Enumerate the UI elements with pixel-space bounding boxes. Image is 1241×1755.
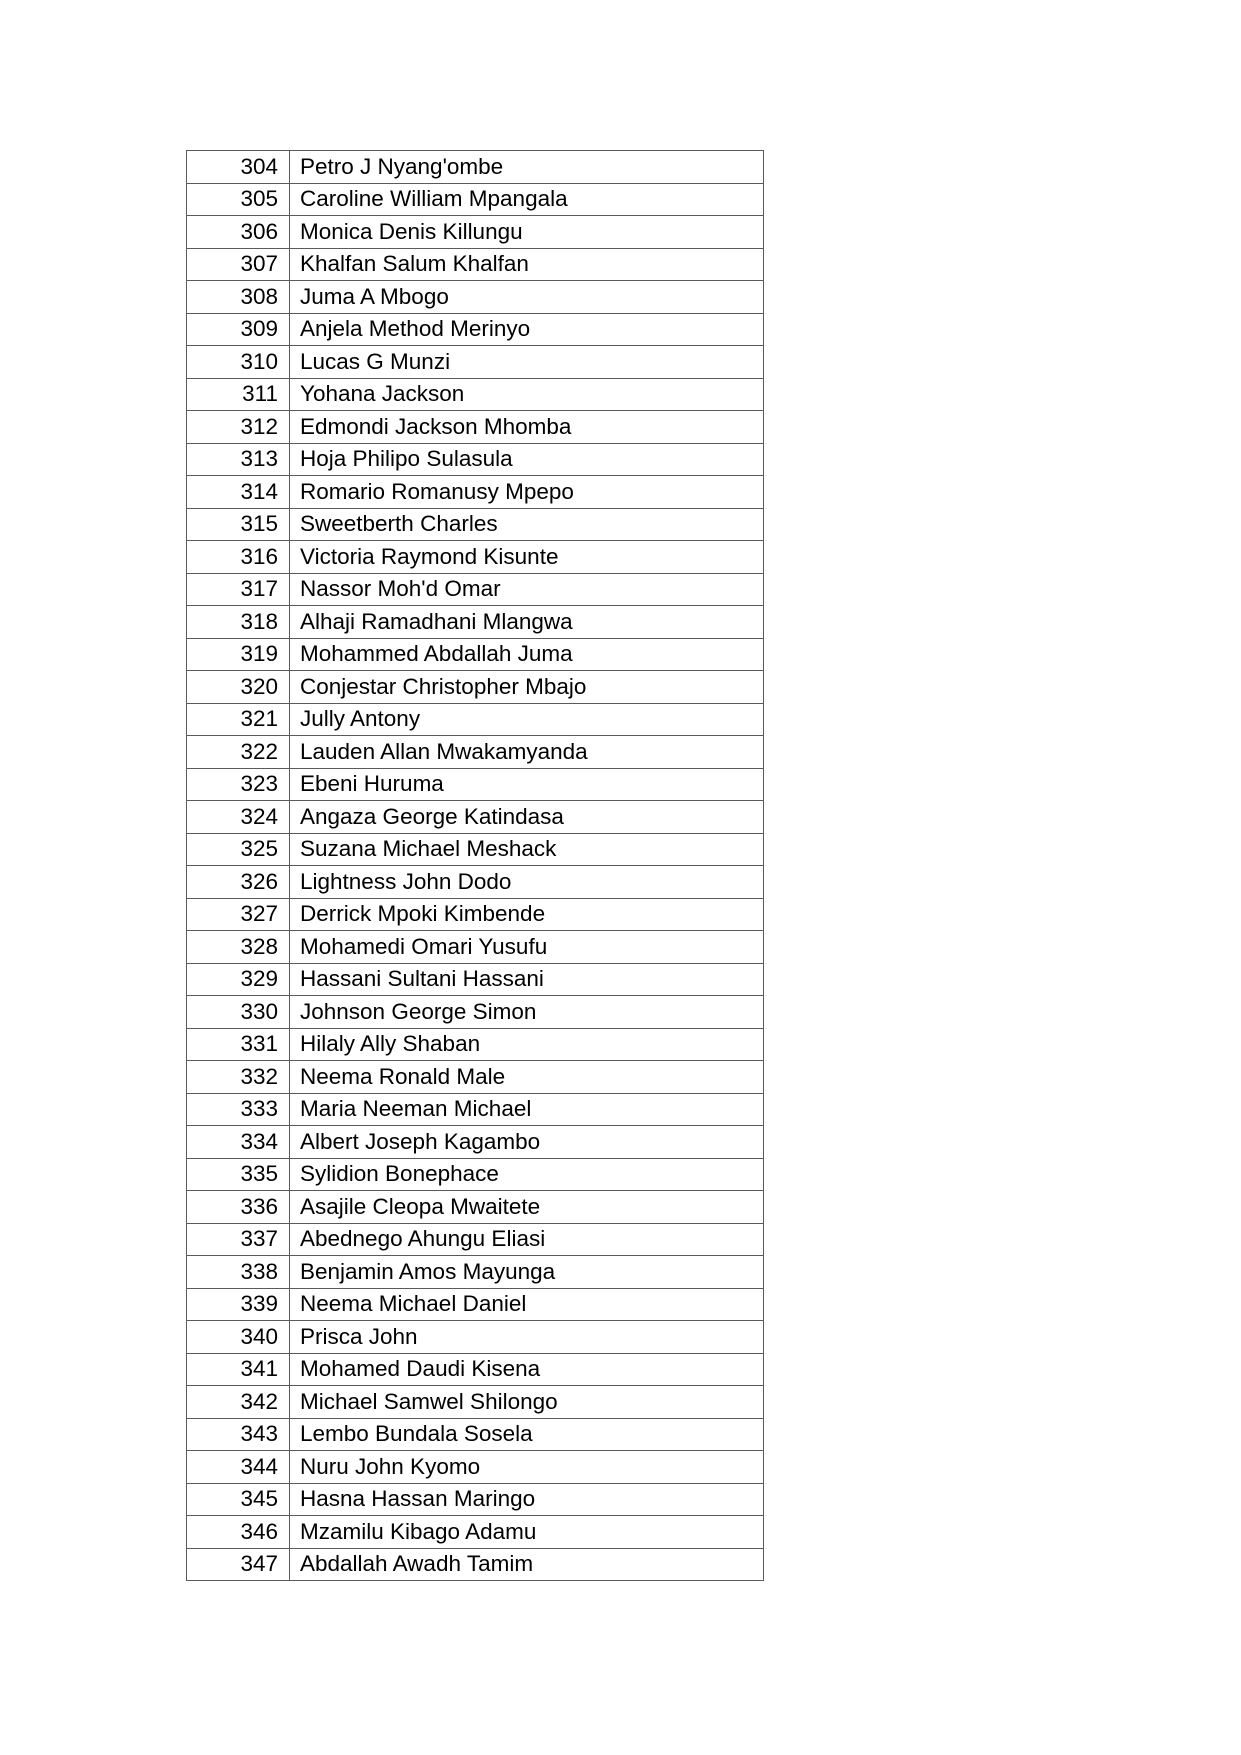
row-number: 342: [187, 1386, 290, 1419]
person-name: Nuru John Kyomo: [290, 1451, 764, 1484]
table-row: [187, 1353, 764, 1386]
person-name: Petro J Nyang'ombe: [290, 151, 764, 184]
row-number: 315: [187, 508, 290, 541]
table-row: [187, 1126, 764, 1159]
row-number: 334: [187, 1126, 290, 1159]
person-name: Asajile Cleopa Mwaitete: [290, 1191, 764, 1224]
person-name: Neema Michael Daniel: [290, 1288, 764, 1321]
row-number: 318: [187, 606, 290, 639]
table-row: [187, 768, 764, 801]
table-row: [187, 638, 764, 671]
table-row: [187, 1191, 764, 1224]
table-row: [187, 736, 764, 769]
row-number: 330: [187, 996, 290, 1029]
person-name: Sylidion Bonephace: [290, 1158, 764, 1191]
person-name: Benjamin Amos Mayunga: [290, 1256, 764, 1289]
row-number: 341: [187, 1353, 290, 1386]
table-row: [187, 801, 764, 834]
row-number: 340: [187, 1321, 290, 1354]
row-number: 319: [187, 638, 290, 671]
row-number: 328: [187, 931, 290, 964]
table-row: [187, 281, 764, 314]
table-row: [187, 1483, 764, 1516]
table-row: [187, 248, 764, 281]
person-name: Derrick Mpoki Kimbende: [290, 898, 764, 931]
person-name: Khalfan Salum Khalfan: [290, 248, 764, 281]
table-row: [187, 313, 764, 346]
row-number: 333: [187, 1093, 290, 1126]
row-number: 343: [187, 1418, 290, 1451]
table-row: [187, 1548, 764, 1581]
row-number: 332: [187, 1061, 290, 1094]
row-number: 307: [187, 248, 290, 281]
row-number: 314: [187, 476, 290, 509]
table-row: [187, 833, 764, 866]
table-row: [187, 703, 764, 736]
person-name: Mohamed Daudi Kisena: [290, 1353, 764, 1386]
person-name: Caroline William Mpangala: [290, 183, 764, 216]
row-number: 335: [187, 1158, 290, 1191]
row-number: 339: [187, 1288, 290, 1321]
person-name: Alhaji Ramadhani Mlangwa: [290, 606, 764, 639]
person-name: Sweetberth Charles: [290, 508, 764, 541]
row-number: 324: [187, 801, 290, 834]
person-name: Lauden Allan Mwakamyanda: [290, 736, 764, 769]
person-name: Angaza George Katindasa: [290, 801, 764, 834]
row-number: 306: [187, 216, 290, 249]
table-row: [187, 1256, 764, 1289]
table-row: [187, 151, 764, 184]
row-number: 326: [187, 866, 290, 899]
table-row: [187, 1288, 764, 1321]
table-row: [187, 443, 764, 476]
table-row: [187, 1158, 764, 1191]
row-number: 305: [187, 183, 290, 216]
row-number: 321: [187, 703, 290, 736]
table-row: [187, 346, 764, 379]
table-row: [187, 1061, 764, 1094]
person-name: Mohammed Abdallah Juma: [290, 638, 764, 671]
table-row: [187, 898, 764, 931]
person-name: Neema Ronald Male: [290, 1061, 764, 1094]
row-number: 346: [187, 1516, 290, 1549]
row-number: 322: [187, 736, 290, 769]
person-name: Mzamilu Kibago Adamu: [290, 1516, 764, 1549]
name-list-body: [187, 151, 764, 1581]
row-number: 344: [187, 1451, 290, 1484]
row-number: 327: [187, 898, 290, 931]
person-name: Abednego Ahungu Eliasi: [290, 1223, 764, 1256]
person-name: Monica Denis Killungu: [290, 216, 764, 249]
table-row: [187, 1321, 764, 1354]
person-name: Albert Joseph Kagambo: [290, 1126, 764, 1159]
person-name: Hoja Philipo Sulasula: [290, 443, 764, 476]
person-name: Prisca John: [290, 1321, 764, 1354]
row-number: 320: [187, 671, 290, 704]
row-number: 331: [187, 1028, 290, 1061]
table-row: [187, 411, 764, 444]
table-row: [187, 573, 764, 606]
person-name: Conjestar Christopher Mbajo: [290, 671, 764, 704]
table-row: [187, 1223, 764, 1256]
row-number: 347: [187, 1548, 290, 1581]
table-row: [187, 1093, 764, 1126]
person-name: Edmondi Jackson Mhomba: [290, 411, 764, 444]
row-number: 311: [187, 378, 290, 411]
person-name: Nassor Moh'd Omar: [290, 573, 764, 606]
row-number: 310: [187, 346, 290, 379]
person-name: Michael Samwel Shilongo: [290, 1386, 764, 1419]
person-name: Anjela Method Merinyo: [290, 313, 764, 346]
row-number: 325: [187, 833, 290, 866]
person-name: Lucas G Munzi: [290, 346, 764, 379]
row-number: 312: [187, 411, 290, 444]
person-name: Maria Neeman Michael: [290, 1093, 764, 1126]
person-name: Mohamedi Omari Yusufu: [290, 931, 764, 964]
row-number: 317: [187, 573, 290, 606]
table-row: [187, 508, 764, 541]
person-name: Johnson George Simon: [290, 996, 764, 1029]
table-row: [187, 476, 764, 509]
person-name: Yohana Jackson: [290, 378, 764, 411]
person-name: Ebeni Huruma: [290, 768, 764, 801]
person-name: Abdallah Awadh Tamim: [290, 1548, 764, 1581]
table-row: [187, 606, 764, 639]
person-name: Lightness John Dodo: [290, 866, 764, 899]
table-row: [187, 183, 764, 216]
table-row: [187, 996, 764, 1029]
row-number: 345: [187, 1483, 290, 1516]
table-row: [187, 1418, 764, 1451]
row-number: 316: [187, 541, 290, 574]
person-name: Juma A Mbogo: [290, 281, 764, 314]
person-name: Hasna Hassan Maringo: [290, 1483, 764, 1516]
row-number: 309: [187, 313, 290, 346]
row-number: 336: [187, 1191, 290, 1224]
row-number: 323: [187, 768, 290, 801]
table-row: [187, 541, 764, 574]
table-row: [187, 671, 764, 704]
table-row: [187, 1516, 764, 1549]
row-number: 304: [187, 151, 290, 184]
person-name: Suzana Michael Meshack: [290, 833, 764, 866]
table-row: [187, 963, 764, 996]
table-row: [187, 1386, 764, 1419]
table-row: [187, 1451, 764, 1484]
row-number: 329: [187, 963, 290, 996]
table-row: [187, 866, 764, 899]
table-row: [187, 931, 764, 964]
person-name: Jully Antony: [290, 703, 764, 736]
person-name: Romario Romanusy Mpepo: [290, 476, 764, 509]
row-number: 337: [187, 1223, 290, 1256]
table-row: [187, 1028, 764, 1061]
person-name: Lembo Bundala Sosela: [290, 1418, 764, 1451]
row-number: 308: [187, 281, 290, 314]
name-list-table: [186, 150, 764, 1581]
row-number: 338: [187, 1256, 290, 1289]
person-name: Hilaly Ally Shaban: [290, 1028, 764, 1061]
table-row: [187, 216, 764, 249]
row-number: 313: [187, 443, 290, 476]
person-name: Hassani Sultani Hassani: [290, 963, 764, 996]
person-name: Victoria Raymond Kisunte: [290, 541, 764, 574]
table-row: [187, 378, 764, 411]
